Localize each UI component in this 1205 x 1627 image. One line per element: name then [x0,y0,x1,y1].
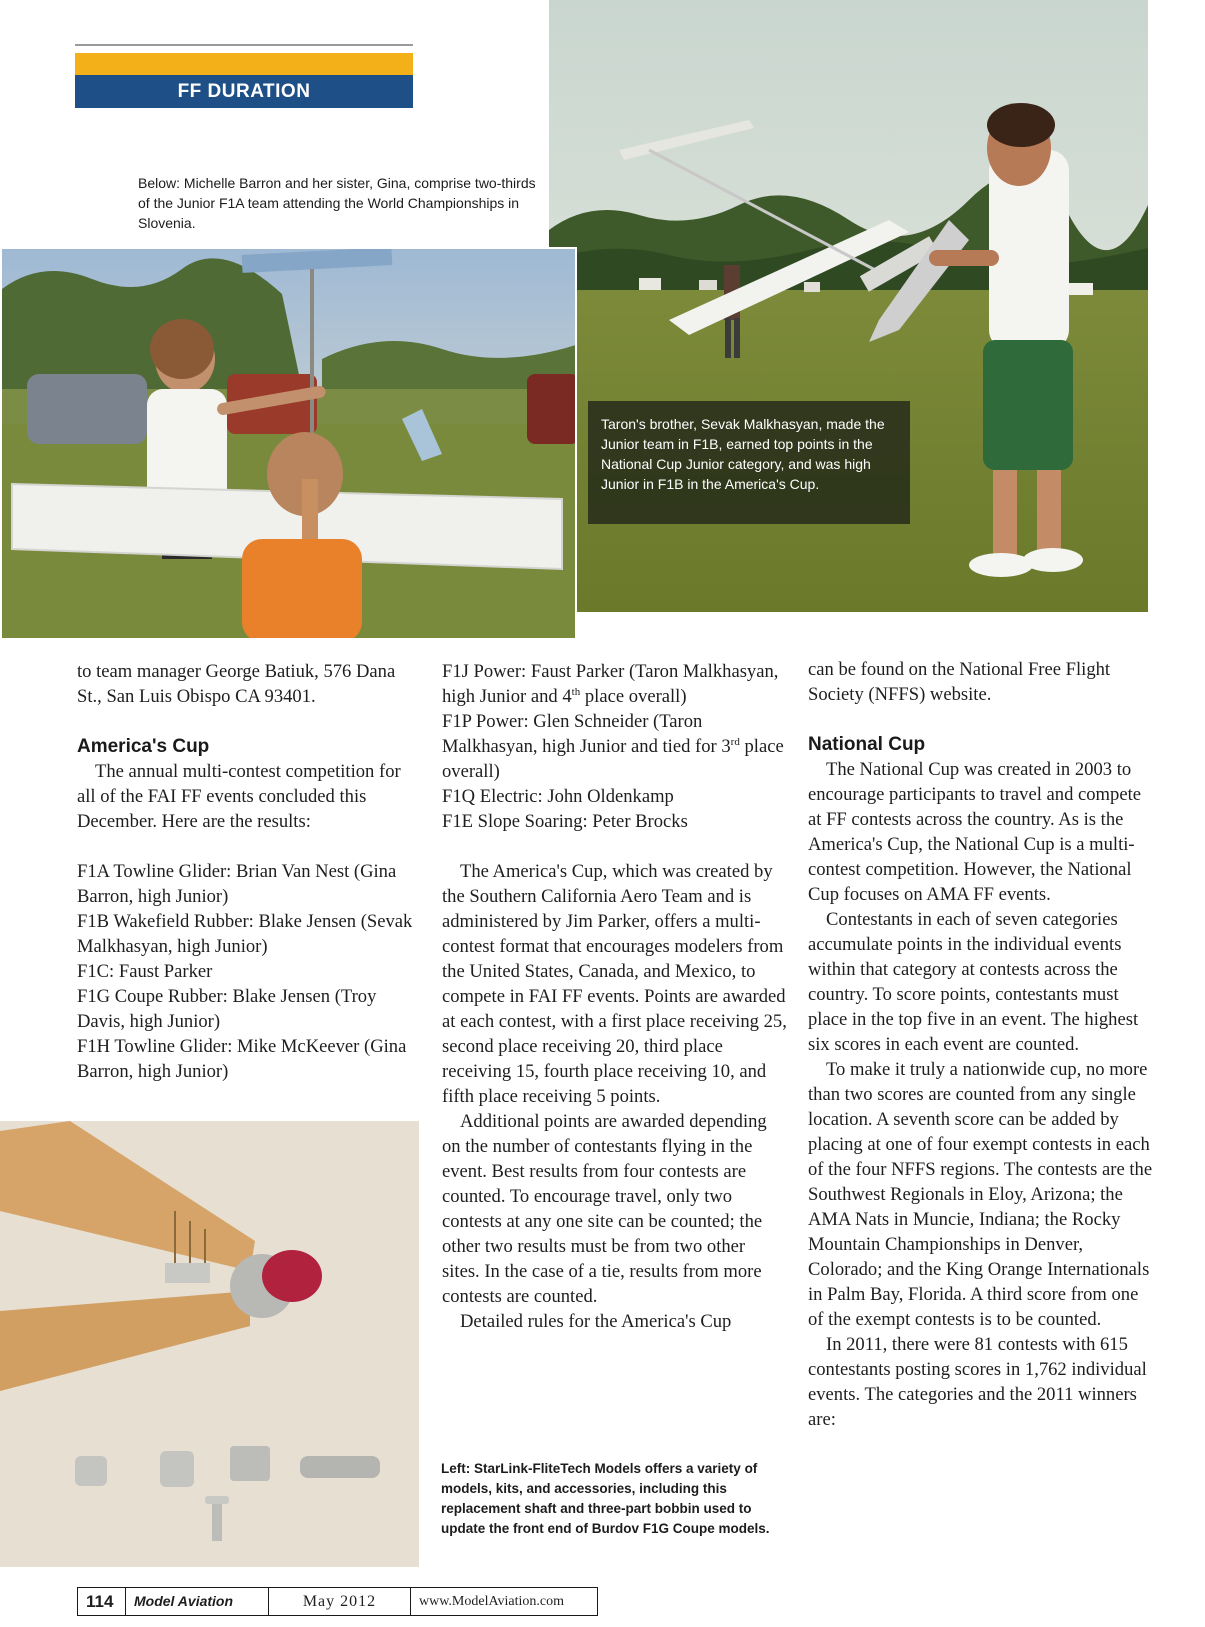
heading-national-cup: National Cup [808,734,926,755]
caption-sevak-malkhasyan: Taron's brother, Sevak Malkhasyan, made the Junior team in F1B, earned top points in the National Cup Junior category, and was high Junior in F1B in the America's Cup. [601,416,885,492]
result-item: F1G Coupe Rubber: Blake Jensen (Troy Davis, high Junior) [77,986,377,1032]
issue-date: May 2012 [269,1588,411,1615]
section-title: FF DURATION [177,81,311,102]
result-item: F1H Towline Glider: Mike McKeever (Gina Barron, high Junior) [77,1036,407,1082]
photo-illustration [2,249,577,640]
photo-illustration [0,1121,419,1567]
header-gold-band [75,53,413,75]
paragraph: The America's Cup, which was created by the Southern California Aero Team and is administered by Jim Parker, offers a multi-contest format that encourages modelers from the United States, Canada, and Mexico, to compete in FAI FF events. Points are awarded at each contest, with a first place receiving 25, second place receiving 20, third place receiving 15, fourth place receiving 10, and fifth place receiving 5 points. [442,861,787,1107]
page-number: 114 [78,1588,126,1615]
photo-f1g-front-end-parts [0,1121,419,1567]
intro-paragraph: to team manager George Batiuk, 576 Dana St., San Luis Obispo CA 93401. [77,661,396,707]
paragraph: Additional points are awarded depending on the number of contestants flying in the event. Best results from four contests are counted. To encourage travel, only two contests at any one site can be counted; the other two results must be from two other sites. In the case of a tie, results from more contests are counted. [442,1111,767,1307]
paragraph: The annual multi-contest competition for all of the FAI FF events concluded this December. Here are the results: [77,761,401,832]
caption-barron-sisters: Below: Michelle Barron and her sister, Gina, comprise two-thirds of the Junior F1A team attending the World Championships in Slovenia. [138,175,536,231]
article-column-2 [442,659,787,1334]
result-item: F1B Wakefield Rubber: Blake Jensen (Sevak Malkhasyan, high Junior) [77,911,413,957]
result-item: F1J Power: Faust Parker (Taron Malkhasyan, high Junior and 4th place overall) [442,661,779,707]
website-link[interactable]: www.ModelAviation.com [419,1594,565,1609]
paragraph: can be found on the National Free Flight Society (NFFS) website. [808,659,1111,705]
paragraph: In 2011, there were 81 contests with 615 contestants posting scores in 1,762 individual events. The categories and the 2011 winners are: [808,1334,1147,1430]
article-column-3 [808,657,1153,1432]
paragraph: To make it truly a nationwide cup, no more than two scores are counted from any single location. A seventh score can be added by placing at one of four exempt contests in each of the four NFFS regions. The contests are the Southwest Regionals in Eloy, Arizona; the AMA Nats in Muncie, Indiana; the Rocky Mountain Championships in Denver, Colorado; and the King Orange Internationals in Palm Bay, Florida. A third score from one of the exempt contests is to be counted. [808,1059,1153,1330]
result-item: F1C: Faust Parker [77,961,213,982]
photo-barron-sisters [0,247,577,640]
page-footer [77,1587,598,1616]
header-rule [75,44,413,46]
result-item: F1A Towline Glider: Brian Van Nest (Gina Barron, high Junior) [77,861,397,907]
result-item: F1P Power: Glen Schneider (Taron Malkhasyan, high Junior and tied for 3rd place overall) [442,711,784,782]
result-item: F1Q Electric: John Oldenkamp [442,786,674,807]
magazine-name: Model Aviation [126,1588,269,1615]
paragraph: Contestants in each of seven categories accumulate points in the individual events within that category at contests across the country. To score points, contestants must place in the top five in an event. The highest six scores in each event are counted. [808,909,1139,1055]
paragraph: Detailed rules for the America's Cup [460,1311,732,1332]
paragraph: The National Cup was created in 2003 to encourage participants to travel and compete at FF contests across the country. As is the America's Cup, the National Cup is a multi-contest competition. However, the National Cup focuses on AMA FF events. [808,759,1141,905]
article-column-1 [77,659,417,1084]
heading-americas-cup: America's Cup [77,736,210,757]
result-item: F1E Slope Soaring: Peter Brocks [442,811,688,832]
caption-starlink-parts: Left: StarLink-FliteTech Models offers a variety of models, kits, and accessories, including this replacement shaft and three-part bobbin used to update the front end of Burdov F1G Coupe models. [441,1461,770,1536]
